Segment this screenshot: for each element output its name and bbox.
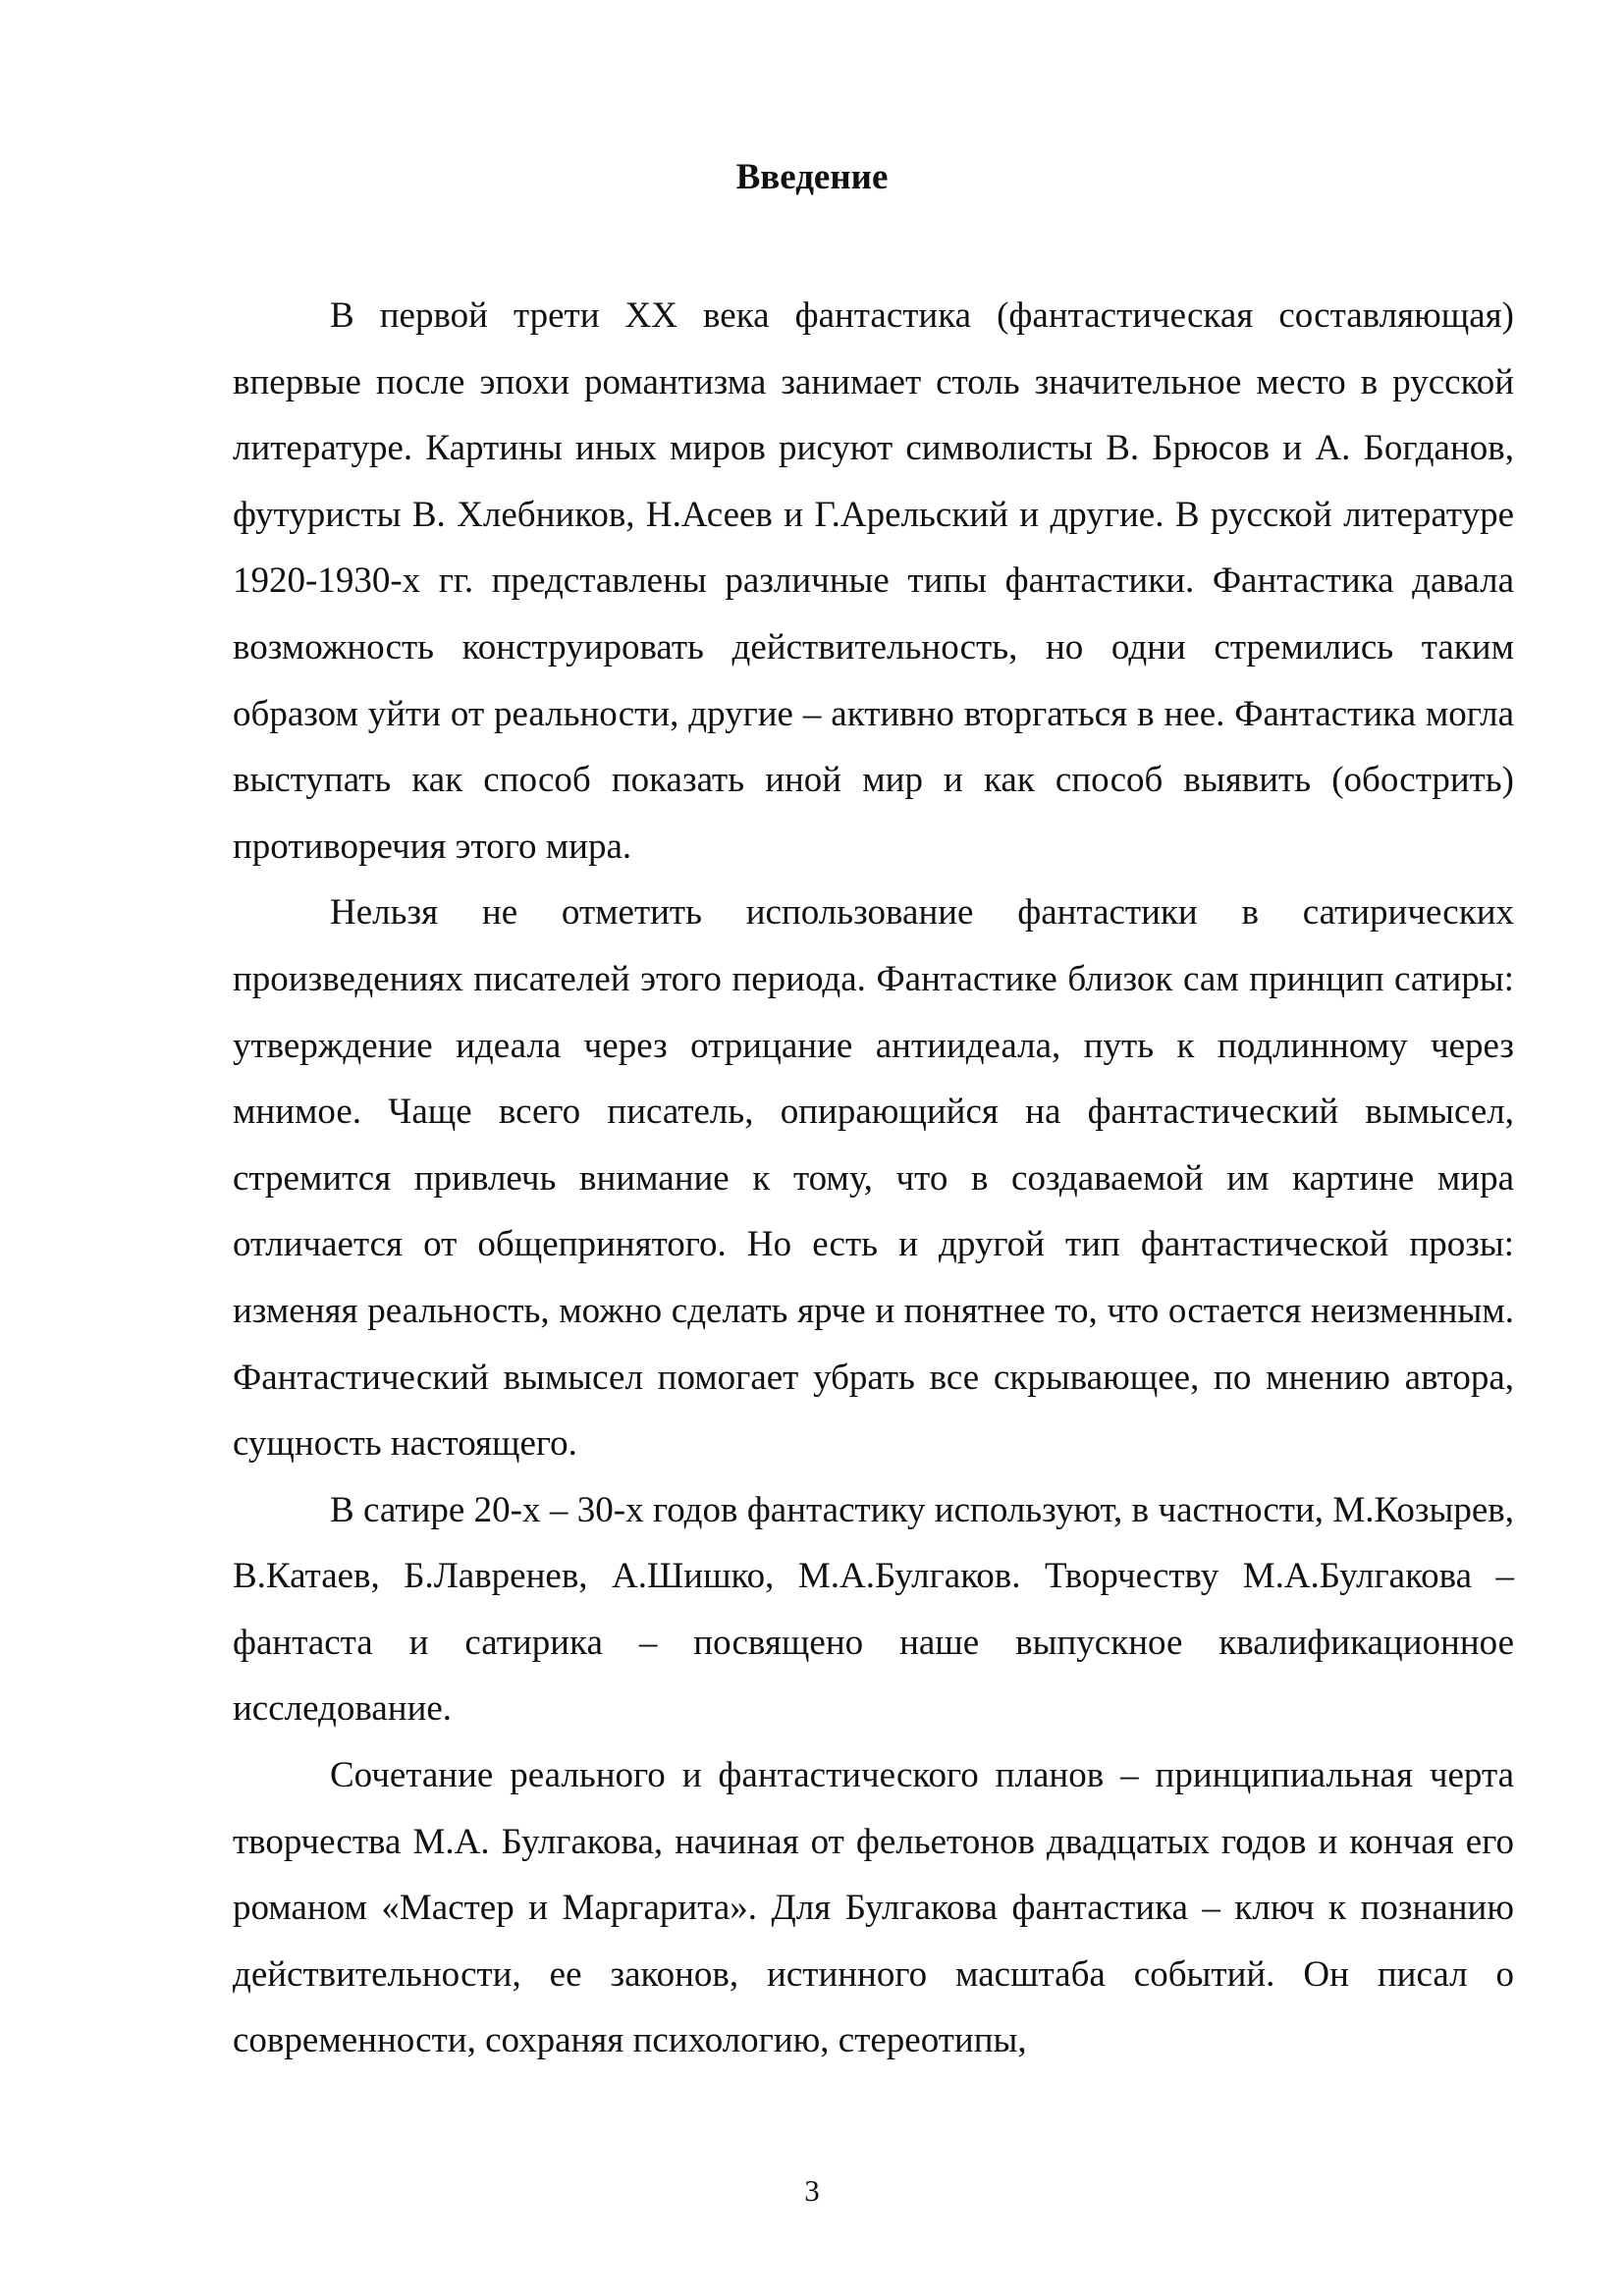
section-heading: Введение — [735, 157, 889, 197]
paragraph-2: Нельзя не отметить использование фантастики в сатирических произведениях писателей этого периода. Фантастике близок сам принцип сатиры: утверждение идеала через отрицание антиидеала, путь к подлинному через мнимое. Чаще всего писатель, опирающийся на фантастический вымысел, стремится привлечь внимание к тому, что в создаваемой им картине мира отличается от общепринятого. Но есть и другой тип фантастической прозы: изменяя реальность, можно сделать ярче и понятнее то, что остается неизменным. Фантастический вымысел помогает убрать все скрывающее, по мнению автора, сущность настоящего. — [233, 892, 1514, 1465]
paragraph-4: Сочетание реального и фантастического планов – принципиальная черта творчества М.А. Булгакова, начиная от фельетонов двадцатых годов и кончая его романом «Мастер и Маргарита». Для Булгакова фантастика – ключ к познанию действительности, ее законов, истинного масштаба событий. Он писал о современности, сохраняя психологию, стереотипы, — [233, 1755, 1514, 2061]
paragraph-3: В сатире 20-х – 30-х годов фантастику используют, в частности, М.Козырев, В.Катаев, Б.Лавренев, А.Шишко, М.А.Булгаков. Творчеству М.А.Булгакова – фантаста и сатирика – посвящено наше выпускное квалификационное исследование. — [233, 1489, 1514, 1730]
paragraph-1: В первой трети XX века фантастика (фантастическая составляющая) впервые после эпохи романтизма занимает столь значительное место в русской литературе. Картины иных миров рисуют символисты В. Брюсов и А. Богданов, футуристы В. Хлебников, Н.Асеев и Г.Арельский и другие. В русской литературе 1920-1930-х гг. представлены различные типы фантастики. Фантастика давала возможность конструировать действительность, но одни стремились таким образом уйти от реальности, другие – активно вторгаться в нее. Фантастика могла выступать как способ показать иной мир и как способ выявить (обострить) противоречия этого мира. — [233, 295, 1514, 867]
body-text — [233, 283, 1514, 2074]
page-number: 3 — [804, 2173, 820, 2208]
